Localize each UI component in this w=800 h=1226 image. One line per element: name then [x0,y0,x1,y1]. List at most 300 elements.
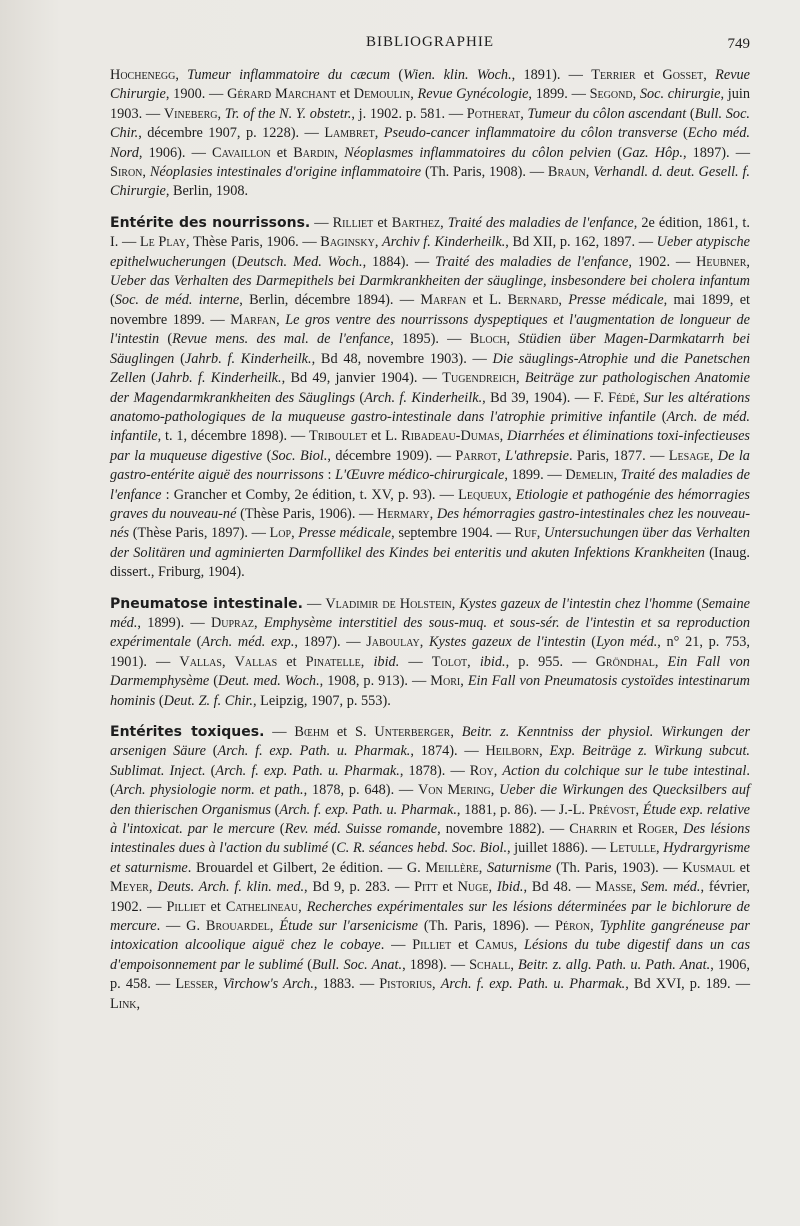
citation-text: , 1883. — [313,976,380,993]
bibliography-paragraph [110,66,750,202]
citation-text: , [440,214,448,231]
author-name: Vallas [234,653,278,670]
work-title: Action du colchique sur le tube intestinal [502,762,747,779]
author-name: Parrot [455,447,498,464]
citation-text: . — [380,937,413,954]
citation-text: , septembre 1904. — [391,525,515,542]
author-name: Pitt [414,879,438,896]
work-title: Des hémorragies gastro-intestinales chez les nouveau-nés [110,505,750,542]
citation-text: , [334,144,345,161]
citation-text: , 1897). — [682,144,750,161]
citation-text: , [746,253,750,270]
citation-text: , mai 1899, et novembre 1899. — [110,292,751,328]
author-name: Dupraz [210,614,255,631]
citation-text: ( [205,762,216,779]
citation-text: , 1900. — [165,86,228,103]
citation-text: et [336,86,354,103]
work-title: Deut. med. Woch. [218,673,320,690]
citation-text: , [536,525,544,542]
citation-text: , [450,724,462,740]
author-name: Roger [637,821,675,838]
author-name: Gröndhal [595,653,655,670]
work-title: Soc. chirurgie [639,86,721,103]
citation-text: , [632,86,640,103]
citation-text: , [506,331,519,348]
author-name: Kusmaul [682,859,735,876]
author-name: J.-L. Prévost [558,801,636,818]
author-name: Demelin [565,467,614,484]
bibliography-section [110,595,750,711]
author-name: Demoulin [353,86,411,103]
author-name: Ruf [514,525,537,542]
work-title: Kystes gazeux de l'intestin chez l'homme [459,595,693,612]
citation-text: — [302,595,326,612]
work-title: Die säuglings-Atrophie und die Panetschen Zellen [110,350,750,387]
citation-text: ( [355,389,365,406]
author-name: Vallas [179,653,222,670]
citation-text: , [703,67,716,83]
citation-text: — [264,724,295,740]
citation-text: et [451,937,476,954]
author-name: Braun [547,164,586,181]
citation-text: (Th. Paris, 1908). — [421,164,548,181]
citation-text: ( [274,821,285,838]
bibliography-section [110,214,750,583]
work-title: Bull. Soc. Anat. [312,956,403,973]
work-title: Arch. f. exp. Path. u. Pharmak. [215,762,400,779]
work-title: Etiologie et pathogénie des hémorragies graves du nouveau-né [110,486,750,522]
author-name: Lequeux [458,486,508,503]
citation-text: , [291,525,299,542]
work-title: Recherches expérimentales sur les lésions déterminées par le bichlorure de mercure [110,898,750,935]
citation-text: , [136,995,141,1012]
citation-text: , 2e édition, 1861, t. I. — [110,214,750,251]
citation-text: , [142,164,150,181]
citation-text: , [674,821,684,838]
work-title: Soc. Biol. [271,447,328,464]
citation-text: (Th. Paris, 1903). — [551,859,683,876]
citation-text: , [635,389,644,406]
work-title: Bull. Soc. Chir. [110,105,750,142]
work-title: Lésions du tube digestif dans un cas d'empoisonnement par le sublimé [110,937,751,973]
author-name: Bardin [293,144,335,161]
work-title: Des lésions intestinales dues à l'action du sublimé [110,821,751,857]
citation-text: , 1897). — [294,634,367,651]
author-name: Baginsky [320,234,375,251]
citation-text: et [367,428,386,445]
author-name: Meyer [110,879,149,896]
section-heading: Entérites toxiques. [110,724,265,740]
citation-text: ( [174,350,185,367]
citation-text: , 1899. — [528,86,590,103]
author-name: Lambret [324,125,375,142]
work-title: Presse médicale [568,292,664,309]
author-name: Péron [554,918,591,935]
work-title: L'Œuvre médico-chirurgicale [335,467,505,484]
citation-text: , 1881, p. 86). — [456,801,559,818]
author-name: Lesage [668,447,710,464]
citation-text: , 1906). — [138,144,213,161]
work-title: C. R. séances hebd. Soc. Biol. [336,840,508,857]
work-title: Saturnisme [486,859,552,876]
citation-text: ( [262,447,272,464]
work-title: Revue Chirurgie [110,67,751,103]
author-name: Vladimir de Holstein [325,595,452,612]
citation-text: , 1884). — [362,253,436,270]
work-title: Verhandl. d. deut. Gesell. f. Chirurgie [110,164,750,200]
author-name: Vineberg [163,105,218,122]
author-name: Pinatelle [305,653,361,670]
author-name: Cathelineau [225,898,299,915]
author-name: Siron [110,164,143,181]
work-title: Ueber atypische epithelwucherungen [110,234,750,270]
citation-text: , [490,782,500,799]
citation-text: , [419,634,429,651]
work-title: Presse médicale [298,525,392,542]
citation-text: , [520,105,528,122]
work-title: Arch. méd. exp. [201,634,295,651]
author-name: G. Brouardel [186,918,270,935]
citation-text: , 1891). — [511,67,592,83]
citation-text: ( [585,634,597,651]
work-title: Virchow's Arch. [222,976,314,993]
citation-text: ( [327,840,337,857]
author-name: Potherat [466,105,521,122]
work-title: Semaine méd. [110,595,750,631]
citation-text: (Thèse Paris, 1906). — [236,505,378,522]
citation-text: , j. 1902. p. 581. — [351,105,467,122]
author-name: Bloch [469,331,507,348]
citation-text: ( [225,253,237,270]
author-name: Link [110,995,137,1012]
citation-text: , [539,743,550,760]
work-title: Traité des maladies de l'enfance [435,253,629,270]
author-name: Gosset [662,67,704,83]
citation-text: , [632,879,641,896]
author-name: Heilborn [485,743,540,760]
work-title: Kystes gazeux de l'intestin [428,634,586,651]
citation-text: , [217,105,225,122]
work-title: Arch. f. exp. Path. u. Pharmak. [279,801,457,818]
citation-text: , [374,125,384,142]
citation-text: ( [209,673,219,690]
citation-text: , [429,505,437,522]
work-title: Wien. klin. Woch. [403,67,512,83]
citation-text: , [590,918,600,935]
author-name: Camus [475,937,514,954]
citation-text: , [656,840,664,857]
citation-text: , Bd XVI, p. 189. — [625,976,751,993]
work-title: Revue mens. des mal. de l'enfance [172,331,391,348]
citation-text: ( [611,144,623,161]
citation-text: , décembre 1907, p. 1228). — [138,125,325,142]
work-title: Deutsch. Med. Woch. [236,253,363,270]
citation-text: et [328,724,356,740]
work-title: ibid. [373,653,400,670]
citation-text: , [513,937,525,954]
citation-text: — [399,653,432,670]
work-title: Gaz. Hôp. [622,144,683,161]
citation-text: , [175,67,188,83]
citation-text: , [460,673,468,690]
citation-text: , Bd 48, novembre 1903). — [311,350,493,367]
citation-text: , juin 1903. — [110,86,750,122]
citation-text: , décembre 1909). — [327,447,456,464]
citation-text: , [214,976,223,993]
author-name: Barthez [391,214,441,231]
citation-text: , p. 955. — [505,653,596,670]
citation-text: , 1908, p. 913). — [319,673,431,690]
author-name: Rilliet [332,214,374,231]
work-title: Traité des maladies de l'enfance [110,467,750,503]
author-name: Von Mering [417,782,491,799]
work-title: Ueber das Verhalten des Darmepithels bei Darmkrankheiten der säuglinge, insbesondere bei cholera infantum [110,273,750,290]
citation-text: — [310,214,333,231]
citation-text: , Bd 9, p. 283. — [304,879,415,896]
citation-text: . Paris, 1877. — [568,447,669,464]
citation-text: ( [190,634,202,651]
citation-text: , t. 1, décembre 1898). — [157,428,309,445]
author-name: Bœhm [294,724,329,740]
citation-text: . ( [110,762,750,799]
work-title: Rev. méd. Suisse romande [284,821,438,838]
citation-text: et [466,292,490,309]
author-name: Marfan [420,292,467,309]
citation-text: , [467,653,480,670]
work-title: Étude sur l'arsenicisme [279,918,419,935]
citation-text: ( [686,105,695,122]
author-name: Heubner [696,253,747,270]
citation-text: et [635,67,663,83]
author-name: Jaboulay [366,634,420,651]
citation-text: , Thèse Paris, 1906. — [186,234,321,251]
citation-text: , Berlin, 1908. [165,183,249,200]
citation-text: , [410,86,418,103]
citation-text: , [709,447,718,464]
running-title: BIBLIOGRAPHIE [366,34,494,50]
work-title: Exp. Beiträge z. Wirkung subcut. Sublimat. Inject. [110,743,750,779]
work-title: Ueber die Wirkungen des Quecksilbers auf den thierischen Organismus [110,782,751,818]
citation-text: : Grancher et Comby, 2e édition, t. XV, p. 93). — [161,486,459,503]
citation-text: , [507,486,516,503]
work-title: Deuts. Arch. f. klin. med. [157,879,305,896]
work-title: Beitr. z. Kenntniss der physiol. Wirkungen der arsenigen Säure [110,724,751,760]
work-title: Le gros ventre des nourrissons dyspeptiques et l'augmentation de longueur de l'intestin [110,311,750,348]
work-title: Stüdien über Magen-Darmkatarrh bei Säuglingen [110,331,750,367]
author-name: Hermary [377,505,430,522]
work-title: Diarrhées et éliminations toxi-infectieuses par la muqueuse digestive [110,428,751,464]
section-heading: Pneumatose intestinale. [110,595,303,612]
citation-text: , [510,956,519,973]
work-title: ibid. [479,653,506,670]
citation-text: (Inaug. dissert., Friburg, 1904). [110,544,750,581]
page-header [110,30,750,56]
citation-text: , 1906, p. 458. — [110,956,750,993]
author-name: Roy [469,762,494,779]
citation-text: , [298,898,307,915]
citation-text: , [497,447,506,464]
work-title: Beiträge zur pathologischen Anatomie der Magendarmkrankheiten des Säuglings [110,370,750,406]
author-name: L. Ribadeau-Dumas [385,428,500,445]
citation-text: , 1895). — [390,331,470,348]
citation-text: . Brouardel et Gilbert, 2e édition. — [187,859,407,876]
page-number: 749 [727,36,750,52]
citation-text: ( [303,956,312,973]
author-name: S. Unterberger [355,724,451,740]
work-title: Deut. Z. f. Chir. [163,692,253,709]
citation-text: , [360,653,374,670]
citation-text: , [613,467,621,484]
citation-text: , 1902. — [628,253,697,270]
citation-text: et [437,879,458,896]
work-title: Arch. f. exp. Path. u. Pharmak. [440,976,626,993]
work-title: Arch. f. exp. Path. u. Pharmak. [217,743,411,760]
author-name: Letulle [609,840,657,857]
work-title: Emphysème interstitiel des sous-muq. et sous-sér. de l'intestin et sa reproduction expérimentale [110,614,750,651]
work-title: Untersuchungen über das Verhalten der Solitären und agminierten Darmfollikel des Kindes bei enteritis und akuten Infektions Krankheiten [110,525,751,561]
work-title: Tr. of the N. Y. obstetr. [224,105,352,122]
citation-text: et [277,653,306,670]
citation-text: , [254,614,264,631]
citation-text: (Th. Paris, 1896). — [418,918,555,935]
author-name: Charrin [569,821,618,838]
work-title: Ibid. [496,879,524,896]
author-name: Tugendreich [442,370,516,387]
citation-text: ( [110,292,115,309]
citation-text: ( [270,801,280,818]
citation-text: : [323,467,336,484]
work-title: Ein Fall von Darmemphysème [110,653,750,690]
citation-text: , février, 1902. — [110,879,750,915]
citation-text: . — [156,918,187,935]
work-title: Tumeur du côlon ascendant [527,105,687,122]
citation-text: , [269,918,280,935]
work-title: Arch. physiologie norm. et path. [114,782,304,799]
work-title: Tumeur inflammatoire du cæcum [187,67,391,83]
author-name: L. Bernard [489,292,559,309]
bibliography-section [110,723,750,1014]
author-name: Segond [589,86,633,103]
citation-text: , juillet 1886). — [507,840,610,857]
work-title: Typhlite gangréneuse par intoxication alcoolique aiguë chez le cobaye [110,918,750,954]
work-title: Étude exp. relative à l'intoxicat. par le mercure [110,801,751,838]
work-title: Arch. de méd. infantile [110,408,750,445]
citation-text: , Bd 39, 1904). — [482,389,594,406]
citation-text: (Thèse Paris, 1897). — [129,525,270,542]
citation-text: , [478,859,487,876]
citation-text: et [205,898,226,915]
citation-text: , [654,653,668,670]
author-name: Mori [430,673,461,690]
author-name: Pilliet [412,937,452,954]
work-title: Beitr. z. allg. Path. u. Path. Anat. [518,956,711,973]
work-title: Archiv f. Kinderheilk. [382,234,506,251]
citation-text: ( [677,125,688,142]
citation-text: ( [145,370,156,387]
citation-text: , [493,762,503,779]
author-name: Marfan [230,311,277,328]
work-title: Sem. méd. [640,879,701,896]
citation-text: ( [655,408,667,425]
citation-text: , [558,292,569,309]
work-title: L'athrepsie [505,447,569,464]
citation-text: , [488,879,497,896]
work-title: Ein Fall von Pneumatosis cystoïdes intestinarum hominis [110,673,750,709]
work-title: Hydrargyrisme et saturnisme [110,840,751,876]
citation-text: , [148,879,158,896]
citation-text: , 1899. — [504,467,566,484]
citation-text: ( [692,595,702,612]
citation-text: , 1899). — [137,614,211,631]
citation-text: , [221,653,235,670]
citation-text: et [617,821,638,838]
author-name: Schall [469,956,511,973]
citation-text: ( [205,743,218,760]
citation-text: , 1878). — [399,762,470,779]
author-name: Cavaillon [212,144,271,161]
section-heading: Entérite des nourrissons. [110,214,311,231]
citation-text: , [635,801,643,818]
author-name: Triboulet [309,428,368,445]
work-title: Néoplasmes inflammatoires du côlon pelvien [344,144,612,161]
citation-text: , Leipzig, 1907, p. 553). [253,692,391,709]
work-title: Jahrb. f. Kinderheilk. [155,370,282,387]
citation-text: , Bd 49, janvier 1904). — [281,370,443,387]
author-name: Hochenegg [110,67,176,83]
author-name: Pilliet [166,898,206,915]
bibliography-body [110,66,750,1014]
work-title: Sur les altérations anatomo-pathologiques de la muqueuse gastro-intestinale dans l'atrophie primitive infantile [110,389,751,425]
citation-text: et [373,214,392,231]
work-title: Echo méd. Nord [110,125,750,161]
citation-text: , [451,595,460,612]
citation-text: , 1898). — [402,956,470,973]
citation-text: , Berlin, décembre 1894). — [239,292,421,309]
author-name: Pistorius [379,976,433,993]
citation-text: ( [159,331,173,348]
author-name: Terrier [591,67,636,83]
work-title: Lyon méd. [596,634,658,651]
citation-text: ( [155,692,164,709]
author-name: F. Fédé [593,389,636,406]
work-title: Revue Gynécologie [417,86,529,103]
citation-text: , [585,164,594,181]
citation-text: , [374,234,383,251]
author-name: Lop [269,525,292,542]
work-title: Soc. de méd. interne [114,292,240,309]
work-title: Pseudo-cancer inflammatoire du côlon transverse [383,125,678,142]
author-name: Masse [595,879,633,896]
citation-text: ( [390,67,404,83]
citation-text: , Bd 48. — [523,879,596,896]
author-name: Tolot [431,653,468,670]
work-title: Arch. f. Kinderheilk. [364,389,483,406]
author-name: G. Meillère [406,859,479,876]
work-title: De la gastro-entérite aiguë des nourrissons [110,447,750,484]
citation-text: , Bd XII, p. 162, 1897. — [505,234,657,251]
citation-text: , [276,311,286,328]
citation-text: , [432,976,441,993]
author-name: Le Play [139,234,186,251]
citation-text: , n° 21, p. 753, 1901). — [110,634,751,670]
citation-text: , novembre 1882). — [437,821,570,838]
citation-text: , 1874). — [410,743,486,760]
citation-text: et [270,144,294,161]
citation-text: , [499,428,508,445]
citation-text: et [734,859,750,876]
work-title: Néoplasies intestinales d'origine inflammatoire [149,164,422,181]
citation-text: , 1878, p. 648). — [303,782,418,799]
